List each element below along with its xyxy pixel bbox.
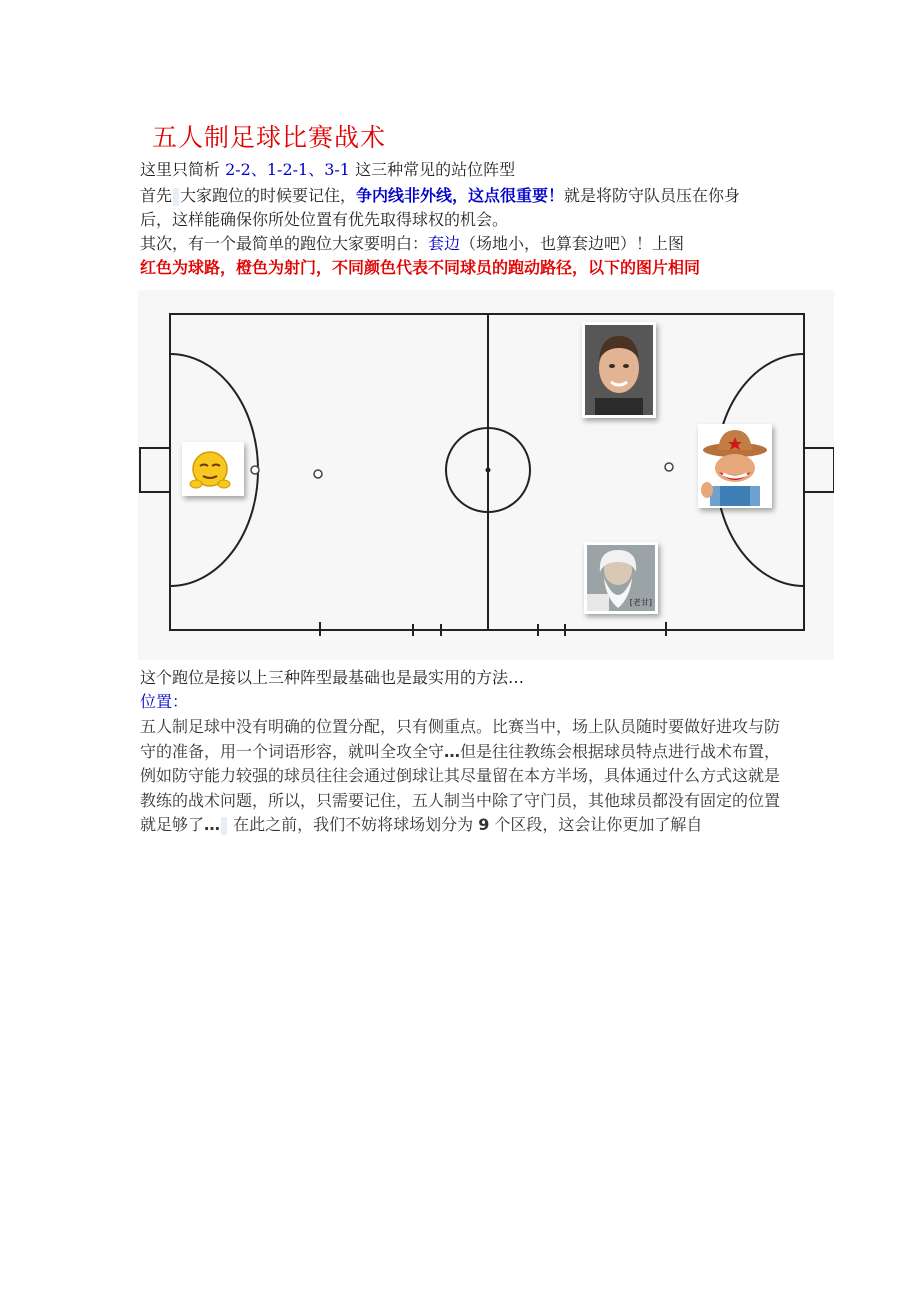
first-emphasis: 争内线非外线，这点很重要！ bbox=[356, 186, 565, 205]
text-marker bbox=[173, 188, 179, 206]
second-line bbox=[140, 232, 684, 256]
intro-prefix: 这里只简析 bbox=[140, 160, 226, 179]
position-part2: 但是往往教练会根据球员特点进行战术布置，例如防守能力较强的球员往往会通过倒球让其尽量留在本方半场，具体通过什么方式这就是教练的战术问题，所以，只需要记住，五人制当中除了守门员，其他球员都没有固定的位置就足够了 bbox=[140, 741, 781, 834]
right-goal bbox=[804, 448, 834, 492]
left-goal bbox=[140, 448, 170, 492]
first-start: 首先 bbox=[140, 186, 173, 205]
intro-line bbox=[140, 158, 515, 182]
left-second-spot bbox=[314, 470, 322, 478]
intro-suffix: 这三种常见的站位阵型 bbox=[349, 160, 516, 179]
page-title: 五人制足球比赛战术 bbox=[152, 123, 387, 152]
pitch-figure bbox=[138, 290, 834, 660]
wizard-caption: [老甘] bbox=[629, 598, 652, 607]
intro-formations: 2-2、1-2-1、3-1 bbox=[225, 160, 350, 179]
right-second-spot bbox=[665, 463, 673, 471]
first-continuation: 后，这样能确保你所处位置有优先取得球权的机会。 bbox=[140, 210, 509, 229]
second-start: 其次，有一个最简单的跑位大家要明白： bbox=[140, 234, 429, 253]
text-marker bbox=[221, 817, 227, 835]
man-portrait-icon bbox=[582, 322, 656, 418]
position-ellipsis1: … bbox=[444, 741, 461, 761]
cowboy-cartoon-icon bbox=[698, 424, 772, 508]
wizard-portrait-avatar bbox=[584, 542, 658, 614]
position-part1: 五人制足球中没有明确的位置分配，只有侧重点。比赛当中，场上队员随时要做好进攻与防守的准备，用一个词语形容，就叫全攻全守 bbox=[140, 717, 781, 761]
position-part3: 在此之前，我们不妨将球场划分为 bbox=[228, 815, 479, 834]
man-portrait-avatar bbox=[582, 322, 656, 418]
left-penalty-spot bbox=[251, 466, 259, 474]
first-line bbox=[140, 184, 740, 208]
summary-line: 这个跑位是接以上三种阵型最基础也是最实用的方法… bbox=[140, 668, 525, 687]
second-keyword: 套边 bbox=[428, 234, 461, 253]
second-end: （场地小，也算套边吧）！上图 bbox=[460, 234, 685, 253]
center-spot bbox=[486, 468, 491, 473]
position-ellipsis2: … bbox=[204, 815, 221, 834]
emoji-face-icon bbox=[182, 442, 244, 496]
position-heading: 位置： bbox=[140, 692, 189, 711]
cowboy-cartoon-avatar bbox=[698, 424, 772, 508]
first-end: 就是将防守队员压在你身 bbox=[564, 186, 741, 205]
position-number: 9 bbox=[478, 815, 490, 834]
legend-note: 红色为球路，橙色为射门，不同颜色代表不同球员的跑动路径，以下的图片相同 bbox=[140, 258, 701, 277]
position-paragraph bbox=[140, 715, 790, 838]
first-mid: 大家跑位的时候要记住， bbox=[180, 186, 357, 205]
emoji-avatar bbox=[182, 442, 244, 496]
position-part4: 个区段，这会让你更加了解自 bbox=[489, 815, 703, 834]
